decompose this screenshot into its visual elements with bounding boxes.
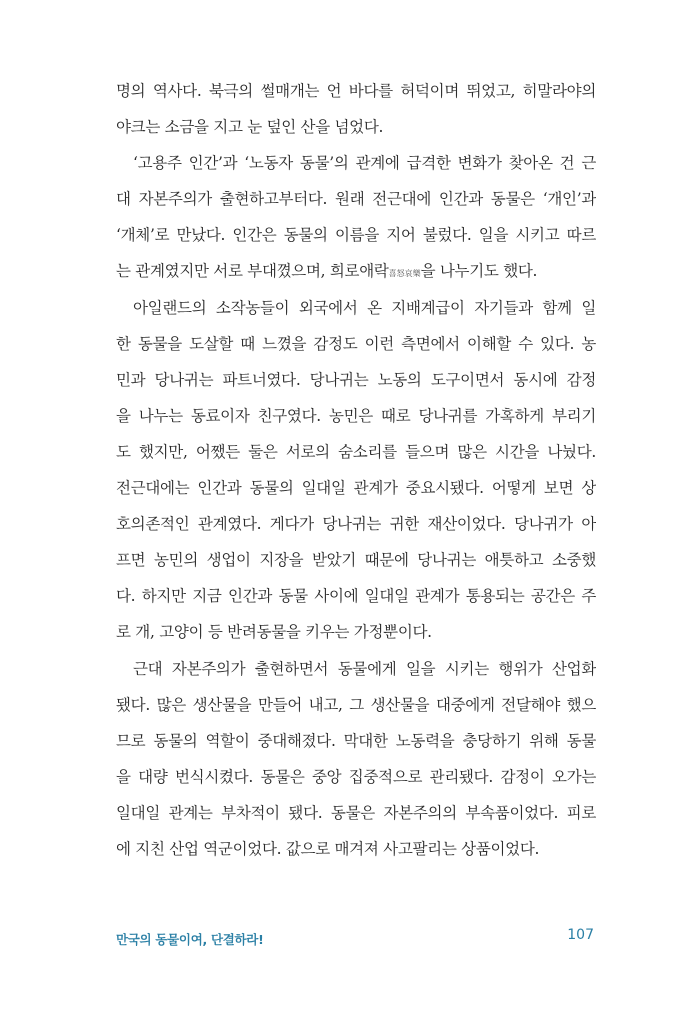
text-line: 일대일 관계는 부차적이 됐다. 동물은 자본주의의 부속품이었다. 피로 bbox=[116, 803, 596, 822]
text-line: 야크는 소금을 지고 눈 덮인 산을 넘었다. bbox=[116, 118, 384, 137]
paragraph-first-line: 아일랜드의 소작농들이 외국에서 온 지배계급이 자기들과 함께 일 bbox=[133, 298, 596, 317]
text-line: 도 했지만, 어쨌든 둘은 서로의 숨소리를 들으며 많은 시간을 나눴다. bbox=[116, 442, 596, 461]
text-line: 대 자본주의가 출현하고부터다. 원래 전근대에 인간과 동물은 ‘개인’과 bbox=[116, 190, 596, 209]
text-line: 에 지친 산업 역군이었다. 값으로 매겨져 사고팔리는 상품이었다. bbox=[116, 839, 540, 858]
text-line: 민과 당나귀는 파트너였다. 당나귀는 노동의 도구이면서 동시에 감정 bbox=[116, 370, 596, 389]
text-line: 한 동물을 도살할 때 느꼈을 감정도 이런 측면에서 이해할 수 있다. 농 bbox=[116, 334, 596, 353]
text-line: 전근대에는 인간과 동물의 일대일 관계가 중요시됐다. 어떻게 보면 상 bbox=[116, 479, 596, 498]
paragraph-first-line: ‘고용주 인간’과 ‘노동자 동물’의 관계에 급격한 변화가 찾아온 건 근 bbox=[133, 154, 596, 173]
text-line bbox=[116, 253, 596, 289]
text-line: 호의존적인 관계였다. 게다가 당나귀는 귀한 재산이었다. 당나귀가 아 bbox=[116, 515, 596, 534]
text-line: 프면 농민의 생업이 지장을 받았기 때문에 당나귀는 애틋하고 소중했 bbox=[116, 551, 596, 570]
text-line: 을 대량 번식시켰다. 동물은 중앙 집중적으로 관리됐다. 감정이 오가는 bbox=[116, 767, 596, 786]
text-line: 로 개, 고양이 등 반려동물을 키우는 가정뿐이다. bbox=[116, 623, 432, 642]
text-line: 을 나누는 동료이자 친구였다. 농민은 때로 당나귀를 가혹하게 부리기 bbox=[116, 406, 596, 425]
text-segment: 을 나누기도 했다. bbox=[420, 262, 538, 281]
text-line: 다. 하지만 지금 인간과 동물 사이에 일대일 관계가 통용되는 공간은 주 bbox=[116, 587, 596, 606]
text-segment: 는 관계였지만 서로 부대꼈으며, 희로애락 bbox=[116, 262, 389, 281]
hanja-annotation: 喜怒哀樂 bbox=[388, 269, 421, 279]
page-number: 107 bbox=[567, 927, 594, 943]
text-line: 명의 역사다. 북극의 썰매개는 언 바다를 허덕이며 뛰었고, 히말라야의 bbox=[116, 82, 596, 100]
text-line: 됐다. 많은 생산물을 만들어 내고, 그 생산물을 대중에게 전달해야 했으 bbox=[116, 695, 596, 714]
text-line: 므로 동물의 역할이 중대해졌다. 막대한 노동력을 충당하기 위해 동물 bbox=[116, 731, 596, 750]
body-text bbox=[116, 73, 596, 867]
text-line: ‘개체’로 만났다. 인간은 동물의 이름을 지어 불렀다. 일을 시키고 따르 bbox=[116, 226, 596, 245]
paragraph-first-line: 근대 자본주의가 출현하면서 동물에게 일을 시키는 행위가 산업화 bbox=[133, 659, 596, 678]
running-footer-book-title: 만국의 동물이여, 단결하라! bbox=[116, 932, 264, 947]
